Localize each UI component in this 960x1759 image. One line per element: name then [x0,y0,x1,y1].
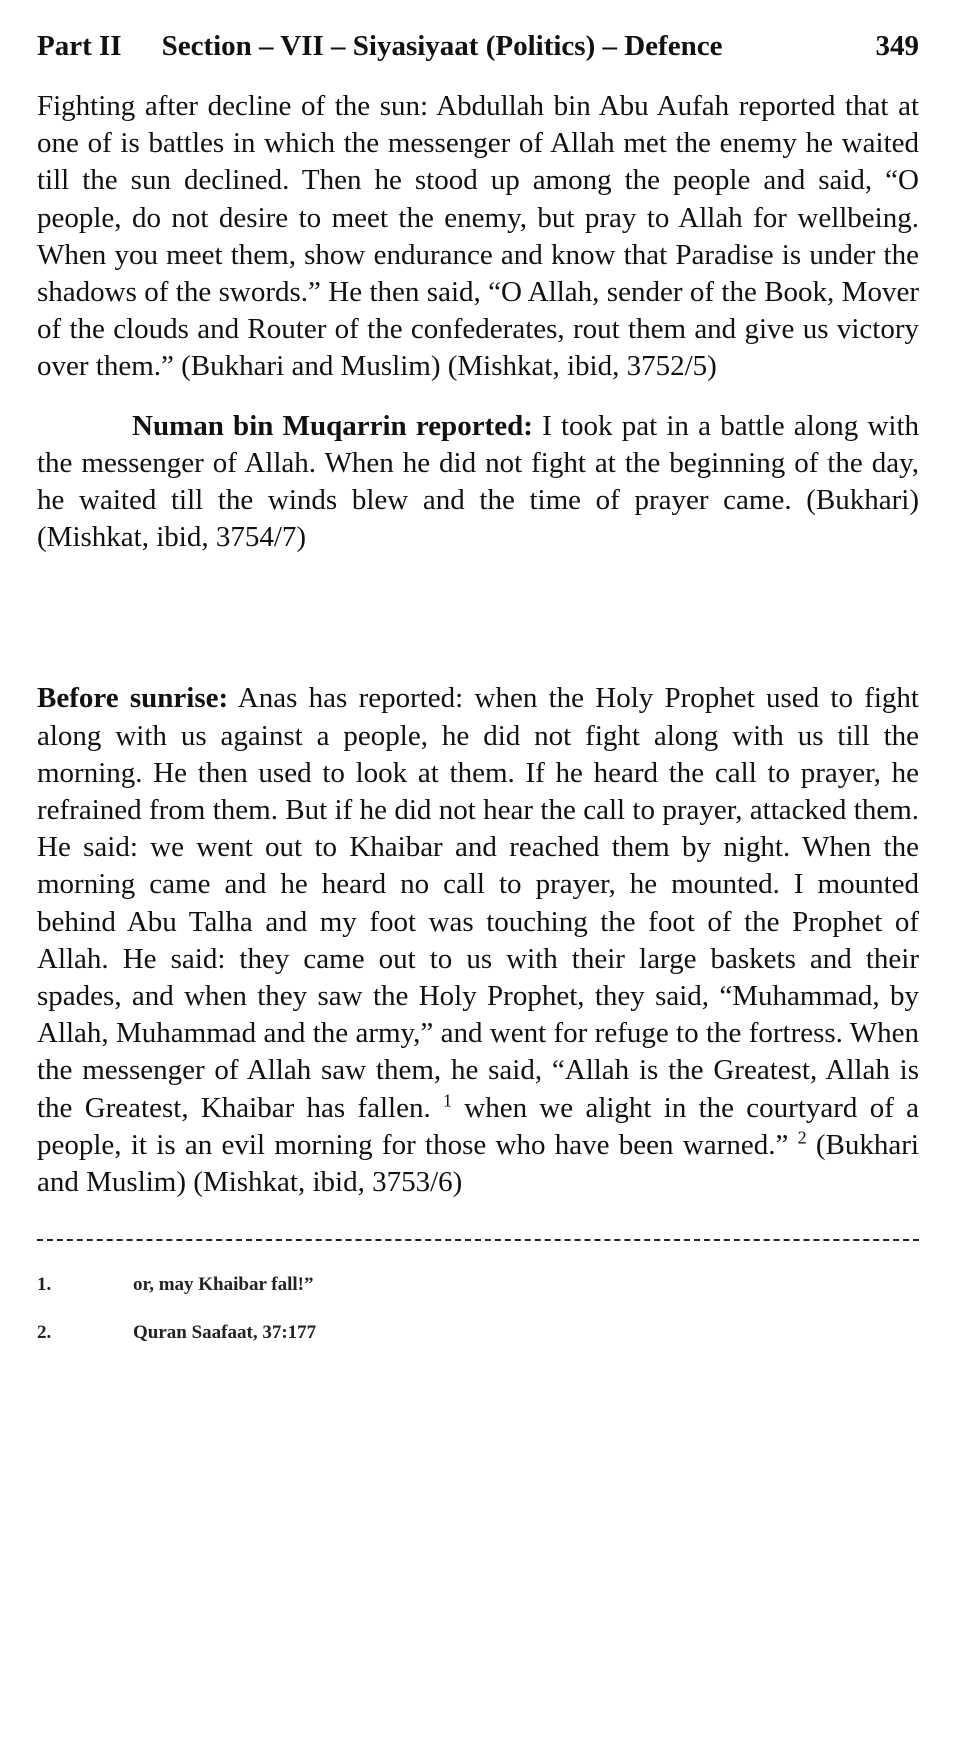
paragraph-before-sunrise [37,680,919,1201]
footnote-text: Quran Saafaat, 37:177 [133,1322,317,1344]
section-title: Section – VII – Siyasiyaat (Politics) – Defence [161,30,723,62]
part-label: Part II [37,30,122,62]
running-head-left [37,28,722,64]
paragraph-spacer [37,1201,919,1239]
paragraph-lead: Before sunrise: [37,682,229,715]
paragraph-text: Fighting after decline of the sun: Abdullah bin Abu Aufah reported that at one of is battles in which the messenger of Allah met the enemy he waited till the sun declined. Then he stood up among the people and said, “O people, do not desire to meet the enemy, but pray to Allah for wellbeing. When you meet them, show endurance and know that Paradise is under the shadows of the swords.” He then said, “O Allah, sender of the Book, Mover of the clouds and Router of the confederates, rout them and give us victory over them.” (Bukhari and Muslim) (Mishkat, ibid, 3752/5) [37,90,919,383]
paragraph-lead: Numan bin Muqarrin reported: [132,409,533,442]
paragraph-text: (Bukhari and Muslim) (Mishkat, ibid, 3753/6) [37,1128,919,1199]
paragraph-spacer [37,386,919,408]
footnote-item [37,1321,919,1345]
paragraph-spacer [37,556,919,680]
footnote-divider [37,1239,919,1241]
paragraph-text: when we alight in the courtyard of a people, it is an evil morning for those who have been warned.” [37,1091,919,1161]
document-page [37,28,919,1369]
footnote-text: or, may Khaibar fall!” [133,1274,314,1296]
running-head [37,28,919,64]
paragraph-numan-report [37,408,919,557]
footnote-item [37,1273,919,1297]
footnote-number: 1. [37,1274,52,1296]
page-number: 349 [875,30,919,62]
footnote-ref-2[interactable]: 2 [797,1127,807,1148]
paragraph-text: I took pat in a battle along with the messenger of Allah. When he did not fight at the beginning of the day, he waited till the winds blew and the time of prayer came. (Bukhari) (Mishkat, ibid, 3754/7) [37,409,919,554]
paragraph-text: Anas has reported: when the Holy Prophet used to fight along with us against a people, he did not fight along with us till the morning. He then used to look at them. If he heard the call to prayer, he refrained from them. But if he did not hear the call to prayer, attacked them. He said: we went out to Khaibar and reached them by night. When the morning came and he heard no call to prayer, he mounted. I mounted behind Abu Talha and my foot was touching the foot of the Prophet of Allah. He said: they came out to us with their large baskets and their spades, and when they saw the Holy Prophet, they said, “Muhammad, by Allah, Muhammad and the army,” and went for refuge to the fortress. When the messenger of Allah saw them, he said, “Allah is the Greatest, Allah is the Greatest, Khaibar has fallen. [37,682,919,1124]
paragraph-fighting-after-decline [37,88,919,386]
footnote-ref-1[interactable]: 1 [443,1090,452,1111]
footnote-number: 2. [37,1322,52,1344]
